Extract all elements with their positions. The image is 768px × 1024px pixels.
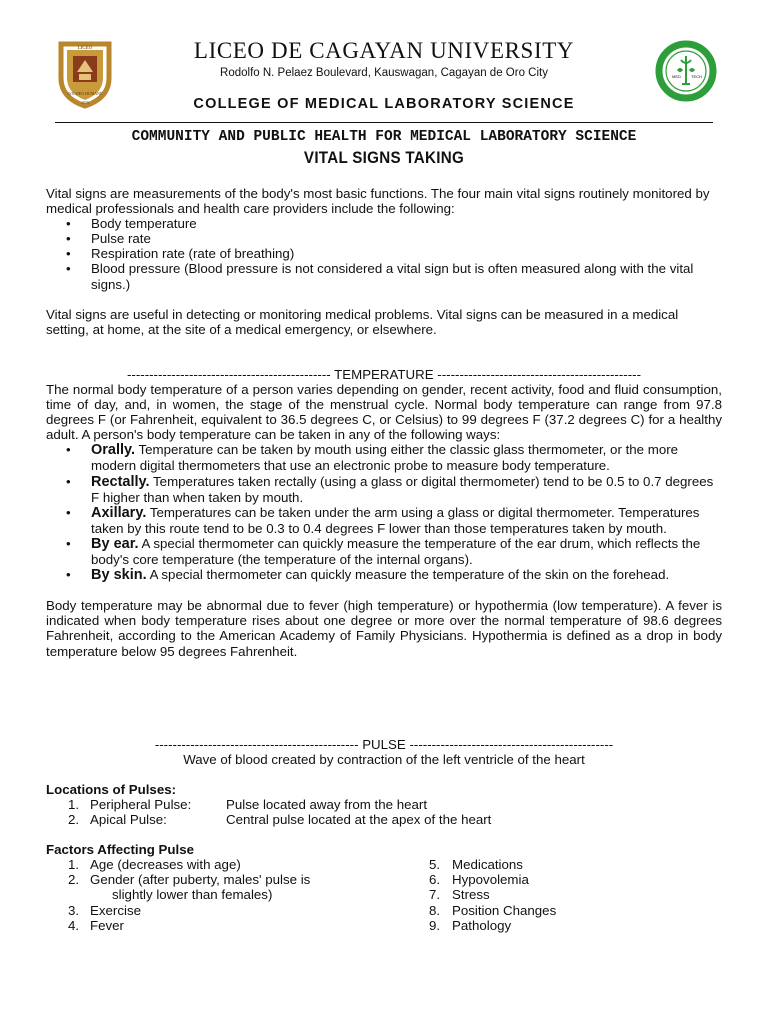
factor-num: 8.: [429, 903, 441, 918]
college-name: COLLEGE OF MEDICAL LABORATORY SCIENCE: [193, 96, 575, 112]
university-address: Rodolfo N. Pelaez Boulevard, Kauswagan, Cagayan de Oro City: [220, 67, 548, 79]
list-item: [46, 536, 722, 567]
pulse-definition: Wave of blood created by contraction of the left ventricle of the heart: [183, 752, 585, 767]
temperature-section: [46, 382, 722, 659]
factor-text: Medications: [452, 857, 523, 872]
seal-bottom-text: GOLDEN HUMANE: [67, 91, 103, 96]
university-name: LICEO DE CAGAYAN UNIVERSITY: [193, 38, 575, 63]
factor-text: Gender (after puberty, males' pulse is: [90, 872, 311, 887]
intro-paragraph: Vital signs are measurements of the body's most basic functions. The four main vital signs routinely monitored by medical professionals and health care providers include the following:: [46, 186, 710, 217]
list-item: • Blood pressure (Blood pressure is not considered a vital sign but is often measured along with the vital signs.): [46, 261, 722, 291]
factor-num: 3.: [68, 903, 80, 918]
factor-num: 4.: [68, 918, 80, 933]
location-desc: Central pulse located at the apex of the heart: [226, 812, 492, 827]
intro-section: [46, 186, 722, 337]
method-text: Temperature can be taken by mouth using either the classic glass thermometer, or the more modern digital thermometers that use an electronic probe to measure body temperature.: [91, 442, 679, 474]
factor-num: 5.: [429, 857, 441, 872]
factor-text: Pathology: [452, 918, 512, 933]
course-title: COMMUNITY AND PUBLIC HEALTH FOR MEDICAL LABORATORY SCIENCE: [131, 129, 637, 145]
method-text: A special thermometer can quickly measure the temperature of the skin on the forehead.: [146, 567, 670, 583]
location-num: 1.: [68, 797, 80, 812]
factor-text: Fever: [90, 918, 124, 933]
factor-num: 2.: [68, 872, 80, 887]
method-term: Axillary.: [91, 504, 147, 521]
location-name: Apical Pulse:: [90, 812, 167, 827]
list-item: • Pulse rate: [46, 231, 722, 246]
list-item: • Body temperature: [46, 216, 722, 231]
locations-title: Locations of Pulses:: [46, 782, 177, 797]
logo-tech-text: TECH: [691, 74, 702, 79]
factor-num: 7.: [429, 887, 441, 902]
factor-text: Stress: [452, 887, 490, 902]
vital-signs-list: [46, 216, 722, 291]
factor-text: slightly lower than females): [112, 887, 273, 902]
factors-title: Factors Affecting Pulse: [46, 842, 195, 857]
intro-paragraph-2: Vital signs are useful in detecting or monitoring medical problems. Vital signs can be measured in a medical setting, at home, at the site of a medical emergency, or elsewhere.: [46, 306, 679, 337]
method-term: By ear.: [91, 535, 139, 552]
method-term: By skin.: [91, 567, 147, 584]
temperature-paragraph: The normal body temperature of a person varies depending on gender, recent activity, food and fluid consumption, time of day, and, in women, the stage of the menstrual cycle. Normal body temperature can range from 97.8 degrees F (or Fahrenheit, equivalent to 36.5 degrees C, or Celsius) to 99 degrees F (37.2 degrees C) for a healthy adult. A person's body temperature can be taken in any of the following ways:: [46, 382, 722, 443]
factor-num: 1.: [68, 857, 80, 872]
method-text: A special thermometer can quickly measure the temperature of the ear drum, which reflects the body's core temperature (the temperature of the internal organs).: [91, 535, 701, 568]
header-divider: [55, 122, 713, 123]
list-item: [46, 442, 722, 473]
seal-top-text: LICEO: [77, 46, 93, 51]
logo-med-text: MED: [672, 74, 681, 79]
temperature-paragraph-2: Body temperature may be abnormal due to fever (high temperature) or hypothermia (low temperature). A fever is indicated when body temperature rises about one degree or more over the normal temperature of 98.6 degrees Fahrenheit, according to the American Academy of Family Physicians. Hypothermia is defined as a drop in body temperature below 95 degrees Fahrenheit.: [46, 598, 722, 659]
list-item: [46, 567, 722, 583]
location-name: Peripheral Pulse:: [90, 797, 192, 812]
factor-text: Hypovolemia: [452, 872, 529, 887]
seal-year-text: 1955: [81, 100, 89, 105]
factor-text: Exercise: [90, 903, 141, 918]
list-item: [46, 474, 722, 505]
temperature-heading: ---------------------------------------------- TEMPERATURE ----------------------------------------------: [126, 367, 641, 382]
method-text: Temperatures taken rectally (using a glass or digital thermometer) tend to be 0.5 to 0.7 degrees F higher than when taken by mouth.: [91, 473, 714, 505]
factor-num: 9.: [429, 918, 441, 933]
method-term: Orally.: [91, 442, 136, 459]
list-item: [46, 505, 722, 536]
location-num: 2.: [68, 812, 80, 827]
factor-num: 6.: [429, 872, 441, 887]
location-desc: Pulse located away from the heart: [226, 797, 428, 812]
method-text: Temperatures can be taken under the arm using a glass or digital thermometer. Temperatures taken by this route tend to be 0.3 to 0.4 degrees F lower than those temperatures taken by mouth.: [91, 504, 700, 536]
factor-text: Age (decreases with age): [90, 857, 241, 872]
method-term: Rectally.: [91, 473, 150, 490]
factor-text: Position Changes: [452, 903, 557, 918]
temperature-methods-list: [46, 442, 722, 583]
pulse-heading: ---------------------------------------------- PULSE ----------------------------------------------: [154, 737, 614, 752]
document-title: VITAL SIGNS TAKING: [303, 149, 465, 167]
list-item: • Respiration rate (rate of breathing): [46, 246, 722, 261]
